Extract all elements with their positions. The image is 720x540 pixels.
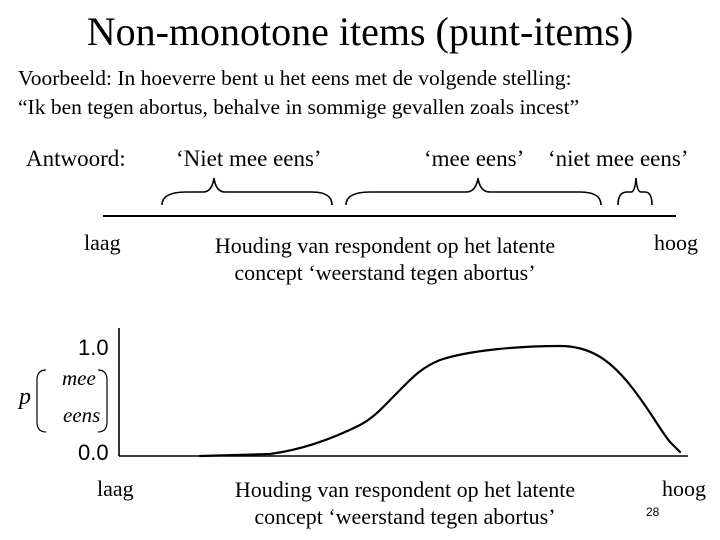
brace-mee-eens — [346, 178, 601, 205]
formula-denominator: eens — [63, 403, 101, 427]
y-tick-top: 1.0 — [78, 335, 109, 360]
x-axis-low-label: laag — [97, 476, 134, 501]
x-axis-caption — [205, 476, 605, 530]
scale-caption-line-1: Houding van respondent op het latente — [214, 233, 556, 258]
x-axis-caption-line-2: concept ‘weerstand tegen abortus’ — [254, 504, 556, 529]
answer-label: Antwoord: — [26, 146, 126, 171]
probability-formula — [16, 360, 116, 440]
intro-line-1: Voorbeeld: In hoeverre bent u het eens met de volgende stelling: — [18, 66, 572, 90]
scale-caption — [190, 232, 580, 286]
page-number: 28 — [646, 505, 660, 519]
answer-option-3: ‘niet mee eens’ — [548, 146, 689, 171]
latent-scale-line — [103, 215, 676, 217]
formula-p: p — [19, 384, 31, 410]
formula-numerator: mee — [62, 366, 96, 390]
scale-caption-line-2: concept ‘weerstand tegen abortus’ — [234, 260, 536, 285]
answer-option-2: ‘mee eens’ — [424, 146, 525, 171]
answer-option-1: ‘Niet mee eens’ — [176, 146, 322, 171]
y-tick-bottom: 0.0 — [78, 440, 109, 465]
intro-line-2: “Ik ben tegen abortus, behalve in sommige gevallen zoals incest” — [18, 95, 580, 119]
slide-title: Non-monotone items (punt-items) — [86, 9, 634, 54]
response-curve — [200, 346, 680, 456]
x-axis-high-label: hoog — [662, 476, 706, 501]
scale-low-label: laag — [84, 230, 121, 255]
scale-high-label: hoog — [654, 230, 698, 255]
brace-niet-mee-eens-high — [618, 178, 652, 205]
x-axis-caption-line-1: Houding van respondent op het latente — [234, 477, 576, 502]
brace-niet-mee-eens — [162, 178, 332, 205]
